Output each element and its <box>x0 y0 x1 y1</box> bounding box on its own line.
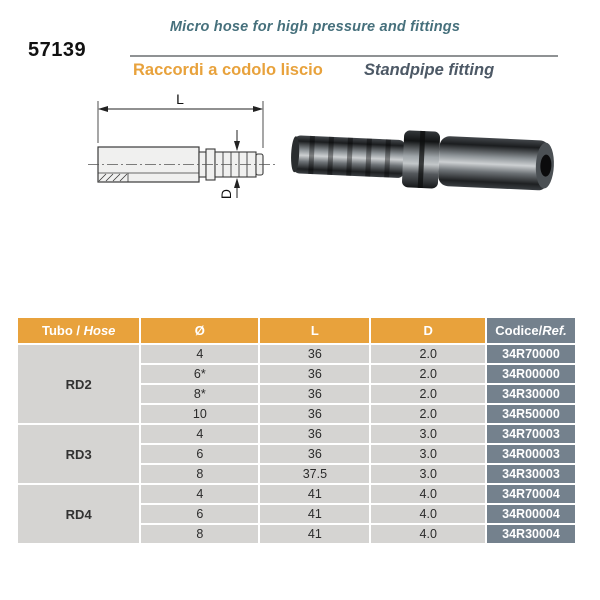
subtitle-english: Standpipe fitting <box>364 61 495 79</box>
product-code: 57139 <box>28 39 87 61</box>
cell-code: 34R50000 <box>487 405 575 423</box>
header-cell-diameter <box>141 318 258 343</box>
table-row <box>18 425 575 443</box>
cell-code: 34R70000 <box>487 345 575 363</box>
table-header-row <box>18 318 575 343</box>
header-label-italic: Ref. <box>542 323 567 338</box>
cell-diameter: 6 <box>141 505 258 523</box>
header-label: Codice/ <box>495 323 543 338</box>
cell-d: 2.0 <box>371 345 485 363</box>
header-cell-length <box>260 318 369 343</box>
cell-d: 3.0 <box>371 465 485 483</box>
cell-diameter: 4 <box>141 345 258 363</box>
cell-d: 2.0 <box>371 405 485 423</box>
cell-code: 34R30004 <box>487 525 575 543</box>
cell-length: 36 <box>260 405 369 423</box>
cell-code: 34R00000 <box>487 365 575 383</box>
cell-d: 2.0 <box>371 365 485 383</box>
cell-length: 36 <box>260 445 369 463</box>
product-photo <box>283 101 561 219</box>
technical-drawing <box>80 88 305 218</box>
table-row <box>18 485 575 503</box>
cell-d: 4.0 <box>371 525 485 543</box>
cell-length: 36 <box>260 345 369 363</box>
header-label: D <box>423 323 433 338</box>
photo-tube <box>438 136 550 191</box>
spec-table <box>16 316 577 545</box>
cell-d: 4.0 <box>371 505 485 523</box>
cell-length: 41 <box>260 485 369 503</box>
cell-code: 34R00004 <box>487 505 575 523</box>
cell-diameter: 8 <box>141 465 258 483</box>
page-title: Micro hose for high pressure and fittings <box>169 19 461 35</box>
cell-code: 34R00003 <box>487 445 575 463</box>
header-cell-hose <box>18 318 139 343</box>
cell-length: 36 <box>260 385 369 403</box>
header-cell-code <box>487 318 575 343</box>
cell-code: 34R70004 <box>487 485 575 503</box>
cell-d: 4.0 <box>371 485 485 503</box>
cell-length: 41 <box>260 525 369 543</box>
dim-label-L: L <box>176 91 184 107</box>
subtitle-italian: Raccordi a codolo liscio <box>133 61 323 79</box>
header-label-italic: Hose <box>80 323 116 338</box>
cell-length: 37.5 <box>260 465 369 483</box>
cell-diameter: 10 <box>141 405 258 423</box>
group-cell-rd2: RD2 <box>18 345 139 423</box>
cell-d: 2.0 <box>371 385 485 403</box>
header-label: Tubo / <box>41 323 80 338</box>
header-cell-d <box>371 318 485 343</box>
cell-code: 34R30000 <box>487 385 575 403</box>
group-cell-rd3: RD3 <box>18 425 139 483</box>
table-row <box>18 345 575 363</box>
cell-d: 3.0 <box>371 445 485 463</box>
cell-code: 34R70003 <box>487 425 575 443</box>
cell-diameter: 6 <box>141 445 258 463</box>
cell-length: 41 <box>260 505 369 523</box>
cell-d: 3.0 <box>371 425 485 443</box>
cell-length: 36 <box>260 365 369 383</box>
group-cell-rd4: RD4 <box>18 485 139 543</box>
cell-diameter: 4 <box>141 425 258 443</box>
cell-diameter: 4 <box>141 485 258 503</box>
cell-diameter: 8 <box>141 525 258 543</box>
dim-label-D: D <box>218 188 234 200</box>
header-label: L <box>310 323 319 338</box>
header-label: Ø <box>194 323 205 338</box>
header-divider <box>130 55 558 57</box>
cell-code: 34R30003 <box>487 465 575 483</box>
cell-diameter: 6* <box>141 365 258 383</box>
cell-diameter: 8* <box>141 385 258 403</box>
cell-length: 36 <box>260 425 369 443</box>
